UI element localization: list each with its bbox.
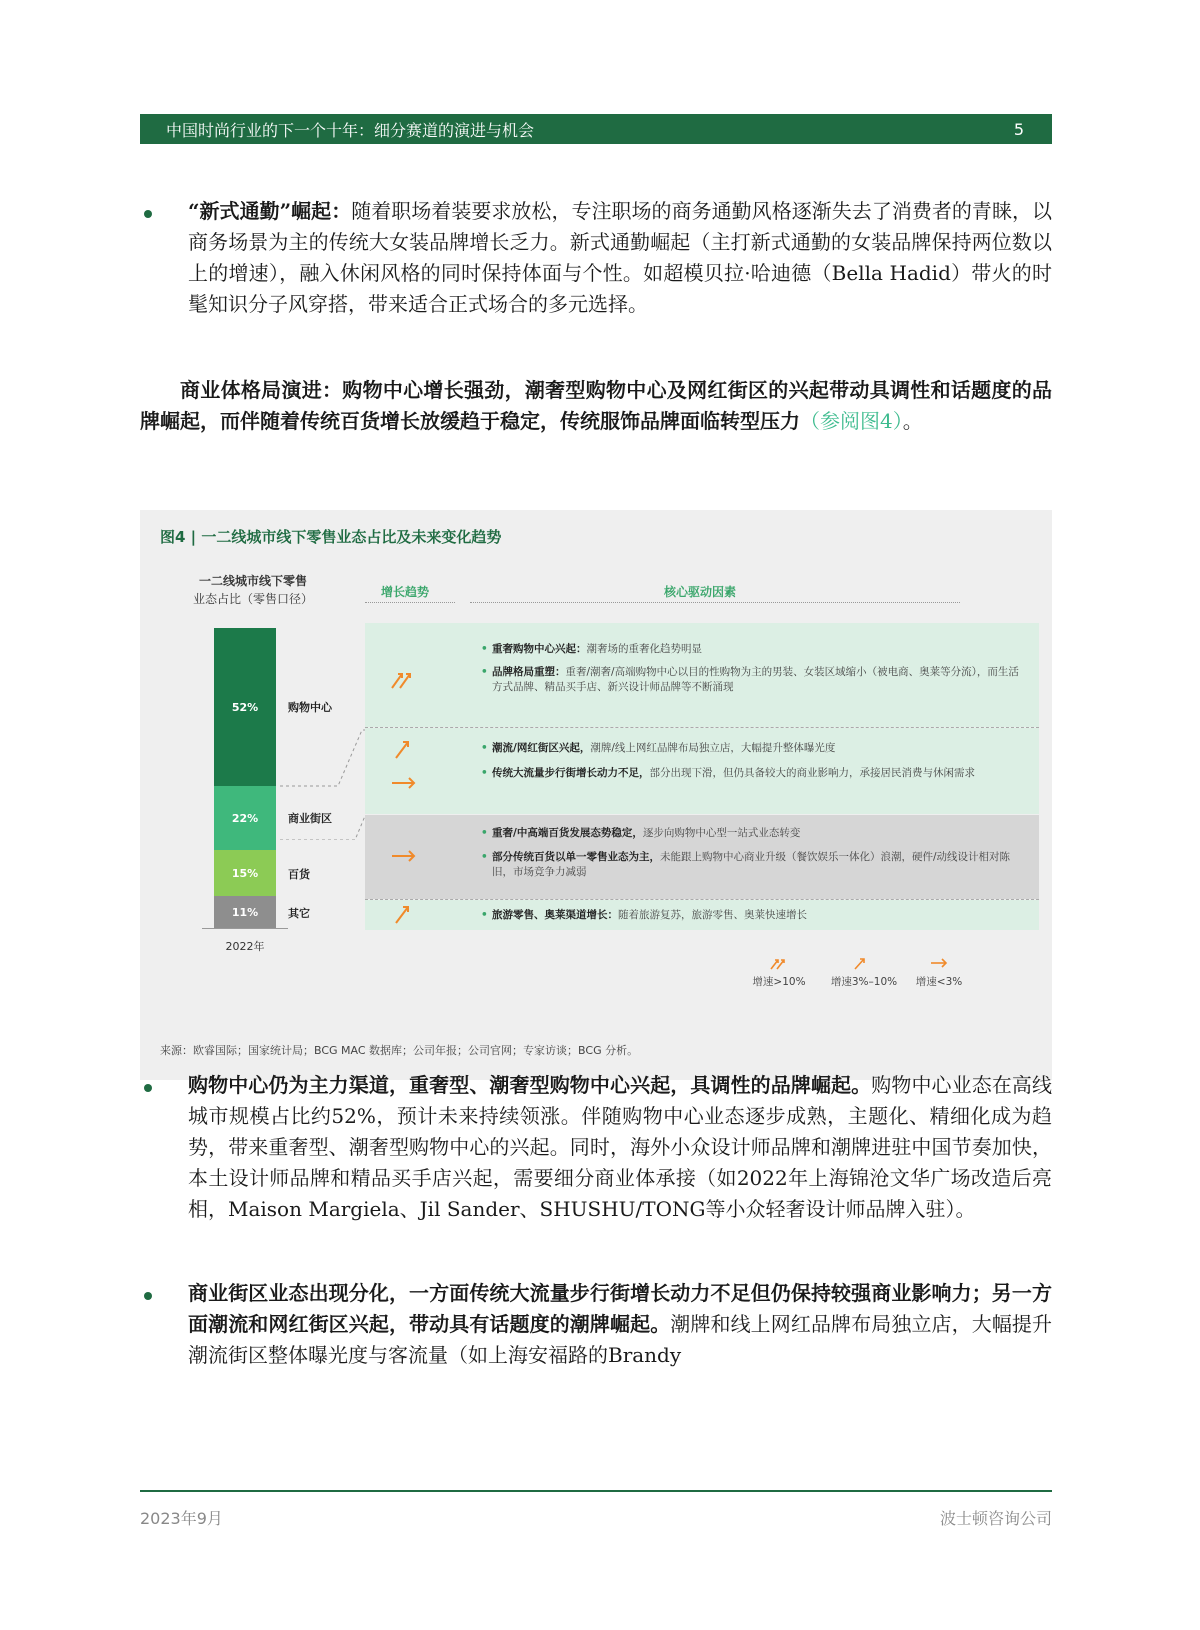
col-header-share: 一二线城市线下零售 业态占比（零售口径） — [192, 574, 313, 606]
bullet-heading: “新式通勤”崛起： — [188, 199, 352, 223]
divider — [470, 602, 960, 603]
driver-street-1: • 潮流/网红街区兴起，潮牌/线上网红品牌布局独立店，大幅提升整体曝光度 — [481, 742, 836, 754]
driver-mall-1: • 重奢购物中心兴起：潮奢场的重奢化趋势明显 — [481, 643, 702, 655]
bullet-text — [188, 196, 1052, 320]
bullet-heading: 商业街区业态出现分化，一方面传统大流量步行街增长动力不足但仍保持较强商业影响力；另一方面潮流和网红街区兴起，带动具有话题度的潮牌崛起。 — [188, 1281, 1052, 1336]
bar-baseline — [202, 928, 288, 929]
bullet-shopping-mall — [140, 1070, 1052, 1260]
bullet-text — [188, 1070, 1052, 1225]
bullet-body: 购物中心业态在高线城市规模占比约52%，预计未来持续领涨。伴随购物中心业态逐步成熟，主题化、精细化成为趋势，带来重奢型、潮奢型购物中心的兴起。同时，海外小众设计师品牌和潮牌进驻中国节奏加快，本土设计师品牌和精品买手店兴起，需要细分商业体承接（如2022年上海锦沧文华广场改造后亮相，Maison Margiela、Jil Sander、SHUSHU/TONG等小众轻奢设计师品牌入驻）。 — [188, 1073, 1053, 1221]
footer-divider — [140, 1490, 1052, 1492]
label-street: 商业街区 — [288, 812, 332, 825]
arrow-up-icon — [392, 903, 422, 925]
figure-4 — [140, 510, 1052, 1080]
legend-low: 增速<3% — [915, 976, 963, 988]
header-bar — [140, 114, 1052, 144]
arrow-up-icon — [392, 738, 422, 760]
legend-mid: 增速3%–10% — [830, 976, 898, 988]
legend-high: 增速>10% — [752, 976, 806, 988]
footer-date: 2023年9月 — [140, 1509, 223, 1528]
bullet-heading: 购物中心仍为主力渠道，重奢型、潮奢型购物中心兴起，具调性的品牌崛起。 — [188, 1073, 872, 1097]
bullet-text — [188, 1278, 1052, 1371]
header-title: 中国时尚行业的下一个十年：细分赛道的演进与机会 — [166, 120, 535, 140]
bar-segment-other: 11% — [214, 896, 276, 928]
retail-format-paragraph — [140, 375, 1052, 437]
driver-dept-2: • 部分传统百货以单一零售业态为主，未能跟上购物中心商业升级（餐饮娱乐一体化）浪潮，硬件/动线设计相对陈旧，市场竞争力减弱 — [481, 851, 1011, 878]
label-department-store: 百货 — [288, 868, 310, 881]
driver-dept-1: • 重奢/中高端百货发展态势稳定，逐步向购物中心型一站式业态转变 — [481, 827, 801, 839]
legend-up-icon — [852, 956, 872, 970]
bullet-new-commute — [140, 196, 1052, 356]
divider — [365, 602, 455, 603]
bullet-dot — [144, 1292, 152, 1300]
arrow-double-up-icon — [390, 668, 420, 690]
bullet-dot — [144, 210, 152, 218]
label-mall: 购物中心 — [288, 701, 332, 714]
figure-source: 来源：欧睿国际；国家统计局；BCG MAC 数据库；公司年报；公司官网；专家访谈；BCG 分析。 — [160, 1044, 639, 1057]
figure-title: 图4 | 一二线城市线下零售业态占比及未来变化趋势 — [160, 528, 502, 546]
bullet-commercial-street — [140, 1278, 1052, 1378]
paragraph-end: 。 — [902, 409, 923, 433]
figure-reference-link[interactable]: （参阅图4） — [800, 409, 903, 433]
driver-other-1: • 旅游零售、奥莱渠道增长：随着旅游复苏，旅游零售、奥莱快速增长 — [481, 909, 807, 921]
arrow-flat-icon — [390, 772, 420, 794]
paragraph-heading: 商业体格局演进：购物中心增长强劲，潮奢型购物中心及网红街区的兴起带动具调性和话题度的品牌崛起，而伴随着传统百货增长放缓趋于稳定，传统服饰品牌面临转型压力 — [140, 378, 1052, 433]
bar-segment-department-store: 15% — [214, 850, 276, 896]
bar-segment-mall: 52% — [214, 628, 276, 786]
col-header-trend: 增长趋势 — [380, 585, 429, 599]
legend-flat-icon — [930, 956, 950, 970]
connector-lines — [280, 720, 370, 840]
legend-double-up-icon — [770, 956, 790, 970]
driver-street-2: • 传统大流量步行街增长动力不足，部分出现下滑，但仍具备较大的商业影响力，承接居民消费与休闲需求 — [481, 767, 975, 779]
driver-mall-2: • 品牌格局重塑：重奢/潮奢/高端购物中心以目的性购物为主的男装、女装区域缩小（被电商、奥莱等分流），而生活方式品牌、精品买手店、新兴设计师品牌等不断涌现 — [481, 666, 1019, 693]
bar-year-label: 2022年 — [225, 940, 265, 953]
bullet-body: 随着职场着装要求放松，专注职场的商务通勤风格逐渐失去了消费者的青睐，以商务场景为主的传统大女装品牌增长乏力。新式通勤崛起（主打新式通勤的女装品牌保持两位数以上的增速），融入休闲风格的同时保持体面与个性。如超模贝拉·哈迪德（Bella Hadid）带火的时髦知识分子风穿搭，带来适合正式场合的多元选择。 — [188, 199, 1052, 316]
page-number: 5 — [1013, 119, 1024, 139]
col-header-drivers: 核心驱动因素 — [663, 585, 736, 599]
bullet-body: 潮牌和线上网红品牌布局独立店，大幅提升潮流街区整体曝光度与客流量（如上海安福路的Brandy — [188, 1312, 1053, 1367]
bullet-dot — [144, 1084, 152, 1092]
arrow-flat-icon — [390, 845, 420, 867]
footer-company: 波士顿咨询公司 — [939, 1509, 1052, 1528]
label-other: 其它 — [288, 907, 310, 920]
bar-segment-street: 22% — [214, 786, 276, 850]
